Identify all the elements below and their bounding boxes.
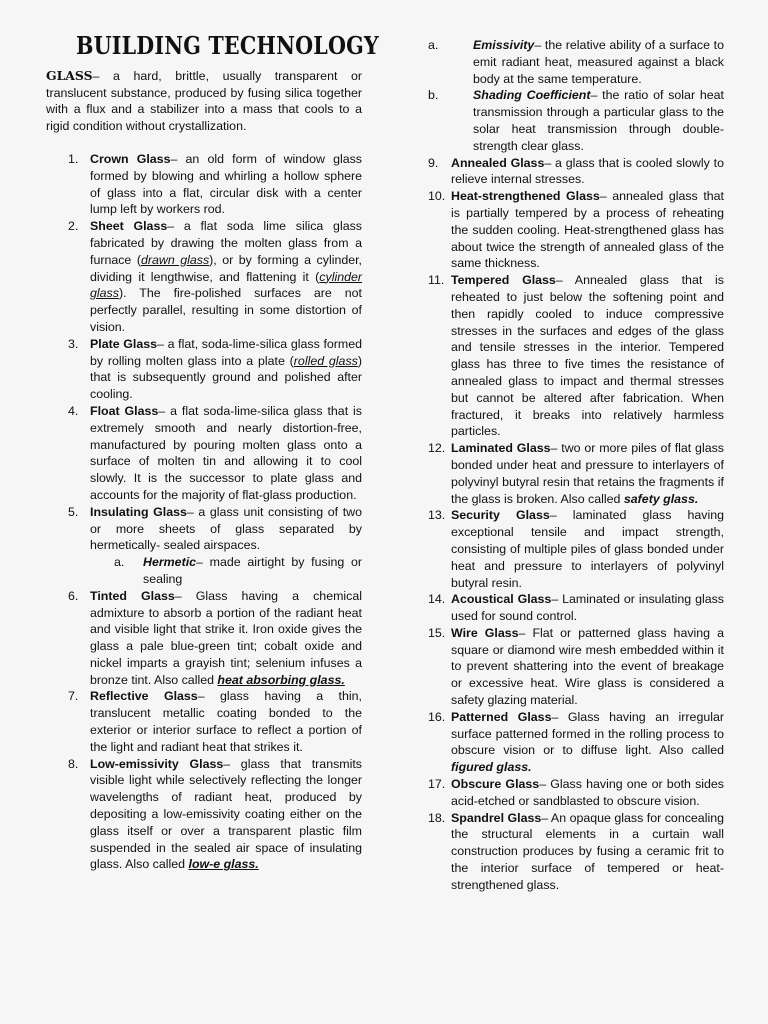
item-number: 2.	[68, 219, 79, 234]
sub-item-text: – the relative ability of a surface to emit radiant heat, measured against a black body at the same temperature.	[473, 38, 724, 86]
item-term: Insulating Glass	[90, 504, 187, 519]
list-item	[428, 625, 724, 709]
item-term: Patterned Glass	[451, 709, 552, 724]
list-item	[428, 155, 724, 189]
intro-text: – a hard, brittle, usually transparent or translucent substance, produced by fusing silica together with a flux and a stabilizer into a mass that cools to a rigid condition without crystallization.	[46, 68, 362, 134]
item-term: Sheet Glass	[90, 219, 168, 234]
intro-paragraph	[46, 68, 362, 135]
item-number: 13.	[428, 508, 446, 523]
intro-term: GLASS	[46, 67, 93, 83]
item-number: 16.	[428, 709, 446, 724]
item-text: – annealed glass that is partially tempered by a process of reheating the sudden cooling. Heat-strengthened glass has about twice the strength of annealed glass of the same thickness.	[451, 189, 724, 271]
item-term: Wire Glass	[451, 625, 519, 640]
item-term: Crown Glass	[90, 151, 171, 166]
list-item	[46, 688, 362, 755]
item-emphasis: low-e glass.	[188, 857, 259, 872]
item-term: Security Glass	[451, 508, 550, 523]
item-number: 11.	[428, 273, 445, 288]
sub-item-letter: a.	[428, 38, 439, 52]
list-item	[428, 440, 724, 507]
page-title: BUILDING TECHNOLOGY	[76, 31, 379, 60]
item-text: ). The fire-polished surfaces are not perfectly parallel, resulting in some distortion of vision.	[90, 286, 362, 334]
list-item	[46, 588, 362, 689]
sub-item-term: Shading Coefficient	[473, 88, 591, 103]
item-text: – two or more piles of flat glass bonded under heat and pressure to interlayers of polyvinyl butyral resin that retains the fragments if the glass is broken. Also called	[451, 441, 724, 506]
left-column	[46, 0, 379, 873]
sub-list	[90, 554, 362, 588]
item-text: – Annealed glass that is reheated to just below the softening point and then rapidly cooled to induce compressive stresses in the surfaces and edges of the glass and tensile stresses in the interior. Tempered glass has three to five times the resistance of annealed glass to impact and thermal stresses but cannot be altered after fabrication. When fractured, it breaks into relatively harmless particles.	[451, 273, 724, 439]
item-number: 8.	[68, 756, 79, 771]
sub-item-text: – the ratio of solar heat transmission through a particular glass to the solar heat transmission through double-strength clear glass.	[473, 88, 724, 153]
item-number: 12.	[428, 441, 446, 456]
item-text: ) that is subsequently ground and polished after cooling.	[90, 353, 362, 402]
item-number: 17.	[428, 777, 446, 792]
item-term: Float Glass	[90, 403, 159, 418]
item-term: Tempered Glass	[451, 273, 556, 288]
item-emphasis: safety glass.	[623, 491, 699, 506]
list-item	[428, 709, 724, 776]
list-item	[46, 218, 362, 336]
item-term: Plate Glass	[90, 336, 158, 351]
item-text: – a flat soda-lime-silica glass that is extremely smooth and nearly distortion-free, manufactured by pouring molten glass onto a surface of molten tin and allowing it to cool slowly. It is the successor to plate glass and accounts for the majority of flat-glass production.	[90, 403, 363, 502]
item-text: – Flat or patterned glass having a square or diamond wire mesh embedded within it to prevent shattering into the event of breakage or excessive heat. Wire glass is considered a safety glazing material.	[451, 625, 724, 708]
item-term: Heat-strengthened Glass	[451, 189, 600, 204]
sub-item-letter: a.	[114, 555, 125, 570]
list-item	[428, 591, 724, 625]
item-text: – glass that transmits visible light while selectively reflecting the longer wavelengths of radiant heat, produced by depositing a low-emissivity coating either on the glass itself or over a transparent plastic film suspended in the sealed air space of insulating glass. Also called	[90, 756, 362, 872]
item-text: – Glass having one or both sides acid-etched or sandblasted to obscure vision.	[451, 777, 725, 808]
item-number: 15.	[428, 625, 446, 640]
item-text: – Glass having a chemical admixture to absorb a portion of the radiant heat and visible light that strike it. Iron oxide gives the glass a pale blue-green tint; cobalt oxide and nickel imparts a grayish tint; selenium infuses a bronze tint. Also called	[90, 588, 362, 687]
item-text: ), or by forming a cylinder, dividing it lengthwise, and flattening it (	[90, 252, 363, 284]
item-emphasis: heat absorbing glass.	[217, 672, 345, 687]
list-item	[46, 403, 362, 504]
item-text: – a flat, soda-lime-silica glass formed by rolling molten glass into a plate (	[90, 336, 363, 368]
sub-item-letter: b.	[428, 88, 439, 103]
item-number: 9.	[428, 155, 439, 170]
sub-item-term: Hermetic	[143, 555, 197, 570]
item-text: – a glass unit consisting of two or more sheets of glass separated by hermetically- sealed airspaces.	[90, 504, 362, 553]
item-number: 10.	[428, 189, 446, 204]
item-number: 18.	[428, 810, 446, 825]
list-item	[428, 776, 724, 810]
item-text: – laminated glass having exceptional tensile and impact strength, consisting of multiple piles of glass bonded under heat and pressure to interlayers of polyvinyl butyral resin.	[451, 508, 725, 590]
item-number: 4.	[68, 403, 79, 418]
item-number: 1.	[68, 151, 79, 166]
item-term: Laminated Glass	[451, 441, 551, 456]
item-text: – glass having a thin, translucent metallic coating bonded to the exterior or interior surface to reflect a portion of the light and radiant heat that strikes it.	[90, 689, 362, 754]
item-term: Annealed Glass	[451, 155, 545, 170]
list-item	[46, 756, 362, 874]
item-number: 6.	[68, 588, 79, 603]
item-text: – Laminated or insulating glass used for sound control.	[451, 592, 724, 624]
right-column	[428, 37, 724, 894]
item-term: Low-emissivity Glass	[90, 756, 224, 771]
list-item	[428, 507, 724, 591]
item-term: Tinted Glass	[90, 588, 175, 603]
item-emphasis: cylinder glass	[90, 269, 362, 301]
item-text: – An opaque glass for concealing the structural elements in a curtain wall construction produces by fusing a ceramic frit to the interior surface of tempered or heat-strengthened glass.	[451, 810, 724, 892]
item-emphasis: drawn glass	[140, 252, 210, 267]
sub-list	[428, 37, 724, 155]
list-item	[428, 810, 724, 894]
list-item	[46, 336, 362, 403]
sub-item	[428, 37, 724, 87]
item-text: – a flat soda lime silica glass fabricated by drawing the molten glass from a furnace (	[90, 219, 362, 267]
glass-list-right	[428, 155, 724, 894]
item-number: 7.	[68, 689, 79, 704]
sub-item	[428, 87, 724, 154]
sub-item-term: Emissivity	[473, 38, 535, 52]
list-item	[46, 504, 362, 588]
item-term: Spandrel Glass	[451, 810, 542, 825]
sub-item-text: – made airtight by fusing or sealing	[143, 555, 362, 586]
sub-item	[90, 554, 362, 588]
list-item	[428, 272, 724, 440]
item-text: – a glass that is cooled slowly to relieve internal stresses.	[451, 155, 724, 187]
item-term: Reflective Glass	[90, 689, 198, 704]
list-item	[428, 188, 724, 272]
item-emphasis: figured glass.	[451, 760, 532, 775]
item-number: 5.	[68, 504, 79, 519]
item-number: 14.	[428, 592, 446, 607]
item-number: 3.	[68, 336, 79, 351]
list-item	[46, 151, 362, 218]
item-term: Acoustical Glass	[451, 592, 552, 607]
item-text: – Glass having an irregular surface patterned formed in the rolling process to obscure vision or to diffuse light. Also called	[451, 709, 724, 758]
item-text: – an old form of window glass formed by blowing and whirling a hollow sphere of glass into a flat, circular disk with a center lump left by workers rod.	[90, 151, 362, 217]
glass-list-left	[46, 151, 362, 873]
item-term: Obscure Glass	[451, 777, 540, 792]
item-emphasis: rolled glass	[293, 353, 358, 368]
